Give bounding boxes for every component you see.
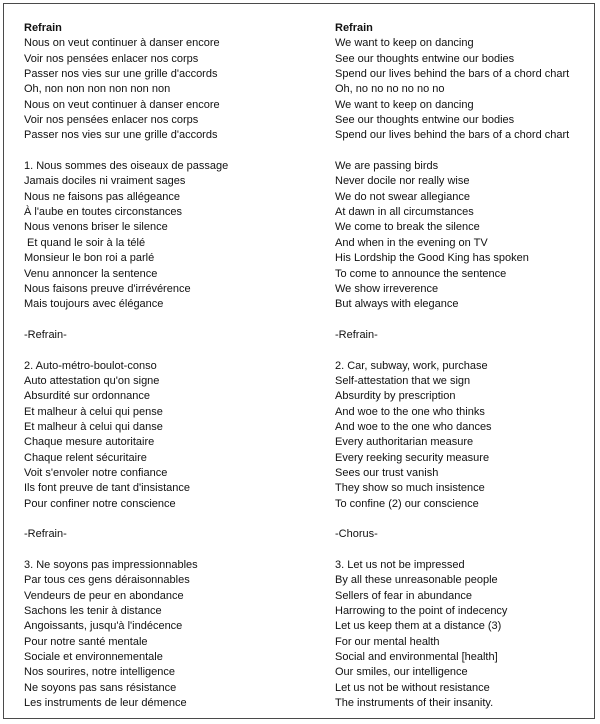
lyric-line: We are passing birds xyxy=(335,160,439,173)
lyric-line: Every reeking security measure xyxy=(335,451,490,464)
stanza-gap xyxy=(24,313,228,328)
lyric-line: Absurdité sur ordonnance xyxy=(24,390,150,403)
french-lyrics-column xyxy=(24,21,228,711)
lyric-line: Nous ne faisons pas allégeance xyxy=(24,190,180,203)
lyric-line: Voir nos pensées enlacer nos corps xyxy=(24,52,199,65)
lyric-line: But always with elegance xyxy=(335,298,459,311)
lyric-line: And woe to the one who dances xyxy=(335,420,492,433)
lyric-line: Sees our trust vanish xyxy=(335,466,439,479)
english-refrain-marker-1: -Refrain- xyxy=(335,328,378,341)
lyric-line: Angoissants, jusqu'à l'indécence xyxy=(24,620,183,633)
lyric-line: Every authoritarian measure xyxy=(335,436,474,449)
lyric-line: Spend our lives behind the bars of a chord chart xyxy=(335,68,570,81)
lyric-line: We want to keep on dancing xyxy=(335,98,474,111)
french-refrain-title: Refrain xyxy=(24,22,62,34)
lyric-line: Absurdity by prescription xyxy=(335,390,456,403)
lyric-line: Sachons les tenir à distance xyxy=(24,605,162,618)
french-verse-1 xyxy=(24,159,228,312)
stanza-gap xyxy=(335,512,569,527)
lyric-line: Self-attestation that we sign xyxy=(335,374,471,387)
lyric-line: Ne soyons pas sans résistance xyxy=(24,681,177,694)
lyric-line: Monsieur le bon roi a parlé xyxy=(24,252,155,265)
lyric-line: Nos sourires, notre intelligence xyxy=(24,666,176,679)
lyric-line: 2. Auto-métro-boulot-conso xyxy=(24,359,157,372)
lyric-line: They show so much insistence xyxy=(335,482,485,495)
lyric-line: Et malheur à celui qui pense xyxy=(24,405,163,418)
french-refrain-marker-1: -Refrain- xyxy=(24,328,67,341)
english-verse-3 xyxy=(335,558,569,711)
lyric-line: Sellers of fear in abundance xyxy=(335,589,472,602)
lyric-line: Chaque mesure autoritaire xyxy=(24,436,155,449)
lyric-line: Et malheur à celui qui danse xyxy=(24,420,163,433)
english-chorus-marker: -Chorus- xyxy=(335,528,378,541)
lyric-line: And when in the evening on TV xyxy=(335,236,488,249)
lyric-line: See our thoughts entwine our bodies xyxy=(335,52,515,65)
lyric-line: Oh, non non non non non non xyxy=(24,83,171,96)
english-verse-2 xyxy=(335,359,569,512)
lyric-line: Harrowing to the point of indecency xyxy=(335,605,508,618)
lyric-line: The instruments of their insanity. xyxy=(335,697,494,710)
stanza-gap xyxy=(24,543,228,558)
lyric-line: 3. Ne soyons pas impressionnables xyxy=(24,559,198,572)
english-lyrics-column xyxy=(335,21,569,711)
lyric-line: Our smiles, our intelligence xyxy=(335,666,468,679)
stanza-gap xyxy=(24,343,228,358)
lyric-line: Et quand le soir à la télé xyxy=(24,236,146,249)
lyric-line: Never docile nor really wise xyxy=(335,175,470,188)
french-verse-2 xyxy=(24,359,228,512)
lyric-line: We do not swear allegiance xyxy=(335,190,470,203)
lyric-line: Nous faisons preuve d'irrévérence xyxy=(24,282,191,295)
lyric-line: 2. Car, subway, work, purchase xyxy=(335,359,488,372)
lyric-line: To come to announce the sentence xyxy=(335,267,507,280)
stanza-gap xyxy=(335,313,569,328)
lyric-line: At dawn in all circumstances xyxy=(335,206,474,219)
french-verse-3 xyxy=(24,558,228,711)
lyric-line: À l'aube en toutes circonstances xyxy=(24,206,183,219)
lyric-line: Vendeurs de peur en abondance xyxy=(24,589,184,602)
lyric-line: Ils font preuve de tant d'insistance xyxy=(24,482,190,495)
stanza-gap xyxy=(335,144,569,159)
lyric-line: Nous on veut continuer à danser encore xyxy=(24,37,220,50)
english-verse-1 xyxy=(335,159,569,312)
lyric-line: Voir nos pensées enlacer nos corps xyxy=(24,114,199,127)
lyric-line: Nous on veut continuer à danser encore xyxy=(24,98,220,111)
stanza-gap xyxy=(335,543,569,558)
lyric-line: Jamais dociles ni vraiment sages xyxy=(24,175,186,188)
lyric-line: We want to keep on dancing xyxy=(335,37,474,50)
french-refrain-block xyxy=(24,36,228,143)
lyric-line: For our mental health xyxy=(335,635,440,648)
stanza-gap xyxy=(24,512,228,527)
stanza-gap xyxy=(24,144,228,159)
lyric-line: Spend our lives behind the bars of a chord chart xyxy=(335,129,570,142)
lyric-line: Social and environmental [health] xyxy=(335,651,498,664)
lyric-line: Chaque relent sécuritaire xyxy=(24,451,147,464)
lyric-line: Let us not be without resistance xyxy=(335,681,490,694)
lyric-line: Passer nos vies sur une grille d'accords xyxy=(24,129,218,142)
lyric-line: Par tous ces gens déraisonnables xyxy=(24,574,190,587)
stanza-gap xyxy=(335,343,569,358)
lyric-line: Auto attestation qu'on signe xyxy=(24,374,160,387)
lyric-line: Pour notre santé mentale xyxy=(24,635,148,648)
lyric-line: To confine (2) our conscience xyxy=(335,497,479,510)
lyric-line: Let us keep them at a distance (3) xyxy=(335,620,502,633)
lyric-line: See our thoughts entwine our bodies xyxy=(335,114,515,127)
lyric-line: Sociale et environnementale xyxy=(24,651,163,664)
lyric-line: Oh, no no no no no no xyxy=(335,83,445,96)
lyric-line: His Lordship the Good King has spoken xyxy=(335,252,529,265)
lyric-line: We come to break the silence xyxy=(335,221,480,234)
lyric-line: Passer nos vies sur une grille d'accords xyxy=(24,68,218,81)
lyric-line: By all these unreasonable people xyxy=(335,574,498,587)
lyric-line: And woe to the one who thinks xyxy=(335,405,485,418)
lyric-line: We show irreverence xyxy=(335,282,439,295)
lyric-line: Voit s'envoler notre confiance xyxy=(24,466,168,479)
lyric-line: Pour confiner notre conscience xyxy=(24,497,176,510)
lyric-line: Les instruments de leur démence xyxy=(24,697,187,710)
lyric-line: 1. Nous sommes des oiseaux de passage xyxy=(24,160,229,173)
english-refrain-title: Refrain xyxy=(335,22,373,34)
french-refrain-marker-2: -Refrain- xyxy=(24,528,67,541)
lyric-line: Mais toujours avec élégance xyxy=(24,298,164,311)
lyric-line: Nous venons briser le silence xyxy=(24,221,168,234)
lyric-line: Venu annoncer la sentence xyxy=(24,267,158,280)
english-refrain-block xyxy=(335,36,569,143)
lyric-line: 3. Let us not be impressed xyxy=(335,559,465,572)
